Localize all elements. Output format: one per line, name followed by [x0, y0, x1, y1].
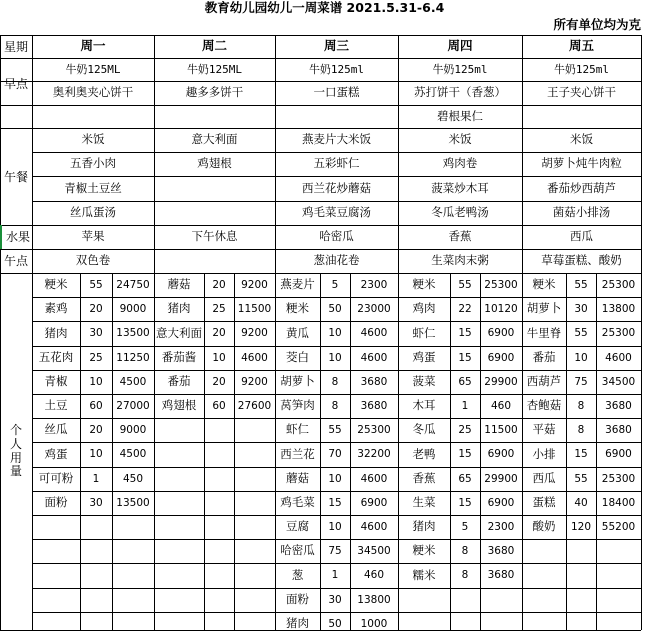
- usage-per-child: 30: [328, 593, 342, 606]
- usage-per-child: 65: [458, 472, 472, 485]
- fruit-mon: 苹果: [81, 229, 105, 244]
- usage-total: 4600: [360, 472, 388, 485]
- usage-total: 450: [122, 472, 144, 485]
- usage-ingredient: 葱: [291, 567, 304, 582]
- usage-per-child: 60: [212, 399, 226, 412]
- usage-ingredient: 鸡蛋: [412, 350, 436, 365]
- usage-ingredient: 莴笋肉: [280, 398, 315, 413]
- usage-total: 1000: [360, 617, 388, 630]
- usage-per-child: 60: [89, 399, 103, 412]
- usage-per-child: 20: [89, 423, 103, 436]
- lunch-item-wed: 燕麦片大米饭: [302, 132, 371, 147]
- row-label-fruit: 水果: [0, 225, 34, 249]
- usage-total: 3680: [487, 544, 515, 557]
- lunch-item-thu: 菠菜炒木耳: [431, 180, 489, 195]
- breakfast-item-fri: 牛奶125ml: [553, 63, 610, 76]
- usage-ingredient: 平菇: [532, 422, 556, 437]
- usage-per-child: 1: [92, 472, 100, 485]
- fruit-thu: 香蕉: [448, 229, 472, 244]
- lunch-item-mon: 米饭: [81, 132, 105, 147]
- lunch-item-mon: 青椒土豆丝: [64, 180, 122, 195]
- breakfast-item-fri: [522, 105, 641, 128]
- usage-total: 27600: [237, 399, 272, 412]
- usage-total: 4500: [119, 448, 147, 461]
- usage-per-child: 55: [574, 327, 588, 340]
- usage-ingredient: 茭白: [286, 350, 309, 365]
- snack-wed: 葱油花卷: [313, 253, 360, 268]
- day-header-mon: 周一: [80, 38, 106, 54]
- usage-ingredient: 糯米: [412, 567, 436, 582]
- usage-per-child: 55: [89, 278, 103, 291]
- snack-fri: 草莓蛋糕、酸奶: [541, 253, 622, 268]
- usage-total: 4600: [241, 351, 268, 364]
- usage-ingredient: 粳米: [532, 277, 556, 292]
- breakfast-item-wed: [275, 105, 398, 128]
- usage-ingredient: 蘑菇: [167, 277, 191, 292]
- usage-total: 3680: [605, 399, 632, 412]
- menu-title: 教育幼儿园幼儿一周菜谱 2021.5.31-6.4: [204, 0, 445, 15]
- fruit-fri: 西瓜: [570, 229, 593, 244]
- usage-total: 4600: [360, 351, 388, 364]
- usage-total: 25300: [357, 423, 391, 436]
- usage-ingredient: 胡萝卜: [526, 301, 562, 316]
- usage-total: 3680: [605, 423, 632, 436]
- usage-ingredient: 面粉: [44, 495, 68, 510]
- breakfast-item-mon: [32, 105, 154, 128]
- breakfast-item-fri: 王子夹心饼干: [547, 85, 616, 100]
- lunch-item-fri: 菌菇小排汤: [552, 205, 611, 220]
- usage-ingredient: 鸡肉: [412, 301, 436, 316]
- usage-ingredient: 可可粉: [38, 471, 74, 486]
- usage-total: 24750: [116, 278, 150, 291]
- usage-per-child: 25: [458, 423, 472, 436]
- breakfast-item-thu: 苏打饼干（香葱）: [414, 85, 506, 100]
- usage-ingredient: 老鸭: [412, 446, 436, 461]
- breakfast-item-wed: 一口蛋糕: [313, 85, 360, 100]
- usage-total: 6900: [487, 327, 515, 340]
- row-label-snack: 午点: [3, 254, 28, 268]
- usage-total: 25300: [601, 278, 636, 291]
- usage-ingredient: 番茄酱: [161, 350, 197, 365]
- usage-total: 9200: [241, 278, 268, 291]
- usage-ingredient: 生菜: [412, 495, 436, 510]
- usage-total: 34500: [357, 544, 391, 557]
- usage-total: 6900: [605, 448, 632, 461]
- usage-per-child: 20: [212, 278, 226, 291]
- usage-ingredient: 番茄: [167, 374, 191, 389]
- usage-per-child: 40: [574, 496, 588, 509]
- usage-total: 11500: [237, 302, 272, 315]
- usage-ingredient: 燕麦片: [280, 277, 315, 292]
- breakfast-item-tue: 趣多多饼干: [185, 85, 244, 100]
- usage-ingredient: 木耳: [412, 398, 436, 413]
- day-header-tue: 周二: [201, 38, 227, 54]
- usage-ingredient: 冬瓜: [412, 422, 436, 437]
- usage-per-child: 10: [328, 351, 342, 364]
- usage-per-child: 25: [212, 302, 226, 315]
- usage-total: 4600: [605, 351, 632, 364]
- usage-ingredient: 猪肉: [44, 325, 68, 340]
- usage-ingredient: 猪肉: [167, 301, 191, 316]
- usage-per-child: 120: [570, 520, 592, 533]
- usage-per-child: 5: [331, 278, 339, 291]
- usage-per-child: 10: [328, 327, 342, 340]
- usage-per-child: 8: [461, 569, 469, 582]
- usage-per-child: 55: [574, 278, 588, 291]
- usage-per-child: 5: [461, 520, 469, 533]
- fruit-wed: 哈密瓜: [319, 229, 354, 244]
- usage-total: 2300: [487, 520, 515, 533]
- usage-per-child: 65: [458, 375, 472, 388]
- usage-ingredient: 酸奶: [532, 519, 556, 534]
- usage-ingredient: 虾仁: [412, 325, 436, 340]
- usage-per-child: 20: [89, 302, 103, 315]
- usage-total: 34500: [601, 375, 636, 388]
- lunch-item-wed: 五彩虾仁: [313, 156, 360, 171]
- usage-total: 6900: [360, 496, 388, 509]
- usage-total: 13500: [116, 496, 150, 509]
- usage-per-child: 15: [574, 448, 588, 461]
- usage-per-child: 55: [574, 472, 588, 485]
- snack-mon: 双色卷: [75, 253, 111, 268]
- usage-per-child: 20: [212, 375, 226, 388]
- usage-ingredient: 猪肉: [412, 519, 436, 534]
- usage-ingredient: 哈密瓜: [280, 543, 315, 558]
- lunch-item-thu: 米饭: [448, 132, 472, 147]
- usage-total: 460: [490, 399, 512, 412]
- usage-label-char: 量: [9, 464, 22, 479]
- usage-ingredient: 菠菜: [412, 374, 436, 389]
- lunch-item-wed: 西兰花炒蘑菇: [302, 180, 371, 195]
- usage-per-child: 1: [331, 569, 339, 582]
- usage-per-child: 20: [212, 327, 226, 340]
- usage-label-char: 用: [9, 450, 22, 465]
- usage-per-child: 10: [212, 351, 226, 364]
- breakfast-item-mon: 牛奶125ML: [65, 63, 121, 76]
- usage-ingredient: 虾仁: [286, 422, 309, 437]
- usage-ingredient: 粳米: [412, 277, 436, 292]
- usage-total: 3680: [360, 375, 388, 388]
- usage-per-child: 30: [89, 496, 103, 509]
- usage-total: 9200: [241, 375, 268, 388]
- usage-ingredient: 小排: [532, 446, 556, 461]
- usage-total: 9000: [119, 423, 147, 436]
- usage-total: 10120: [484, 302, 518, 315]
- usage-per-child: 10: [89, 448, 103, 461]
- usage-ingredient: 粳米: [412, 543, 436, 558]
- usage-ingredient: 胡萝卜: [280, 374, 315, 389]
- usage-ingredient: 西兰花: [280, 446, 315, 461]
- usage-total: 13500: [116, 327, 150, 340]
- usage-per-child: 15: [458, 327, 472, 340]
- usage-total: 55200: [601, 520, 636, 533]
- usage-ingredient: 蘑菇: [286, 471, 309, 486]
- usage-total: 460: [363, 569, 385, 582]
- usage-ingredient: 番茄: [532, 350, 556, 365]
- usage-ingredient: 素鸡: [44, 301, 68, 316]
- usage-per-child: 10: [328, 520, 342, 533]
- usage-total: 6900: [487, 448, 515, 461]
- usage-per-child: 1: [461, 399, 469, 412]
- lunch-item-tue: 意大利面: [191, 132, 238, 147]
- usage-ingredient: 西葫芦: [526, 374, 562, 389]
- lunch-item-wed: 鸡毛菜豆腐汤: [302, 205, 371, 220]
- breakfast-item-tue: 牛奶125ML: [186, 63, 243, 76]
- usage-ingredient: 鸡毛菜: [280, 495, 315, 510]
- usage-per-child: 30: [89, 327, 103, 340]
- usage-per-child: 75: [328, 544, 342, 557]
- usage-total: 29900: [484, 472, 518, 485]
- usage-ingredient: 牛里脊: [526, 325, 562, 340]
- usage-ingredient: 五花肉: [38, 350, 74, 365]
- usage-per-child: 8: [331, 375, 339, 388]
- unit-note: 所有单位均为克: [553, 17, 641, 33]
- day-header-fri: 周五: [568, 38, 594, 54]
- breakfast-item-mon: 奥利奥夹心饼干: [52, 85, 134, 100]
- usage-per-child: 75: [574, 375, 588, 388]
- usage-ingredient: 鸡翅根: [161, 398, 197, 413]
- row-label-lunch: 午餐: [3, 169, 28, 184]
- breakfast-item-thu: 牛奶125ml: [432, 63, 488, 76]
- usage-per-child: 50: [328, 302, 342, 315]
- fruit-tue: 下午休息: [191, 229, 238, 244]
- usage-total: 11250: [116, 351, 150, 364]
- usage-ingredient: 黄瓜: [286, 325, 309, 340]
- row-label-usage: [0, 273, 32, 630]
- usage-per-child: 10: [328, 472, 342, 485]
- usage-ingredient: 鸡蛋: [44, 446, 68, 461]
- usage-ingredient: 意大利面: [156, 325, 202, 340]
- usage-total: 2300: [360, 278, 388, 291]
- usage-total: 25300: [484, 278, 518, 291]
- lunch-item-mon: 丝瓜蛋汤: [70, 205, 116, 220]
- usage-ingredient: 面粉: [286, 592, 309, 607]
- lunch-item-mon: 五香小肉: [70, 156, 116, 171]
- usage-ingredient: 粳米: [44, 277, 68, 292]
- usage-per-child: 25: [89, 351, 103, 364]
- usage-ingredient: 香蕉: [412, 471, 436, 486]
- usage-per-child: 10: [89, 375, 103, 388]
- usage-total: 13800: [601, 302, 636, 315]
- usage-ingredient: 杏鲍菇: [526, 398, 562, 413]
- usage-per-child: 8: [461, 544, 469, 557]
- usage-ingredient: 粳米: [286, 301, 309, 316]
- usage-per-child: 55: [328, 423, 342, 436]
- usage-total: 23000: [357, 302, 391, 315]
- snack-tue: [154, 249, 275, 273]
- usage-per-child: 55: [458, 278, 472, 291]
- usage-per-child: 15: [458, 496, 472, 509]
- usage-total: 27000: [116, 399, 150, 412]
- usage-total: 6900: [487, 351, 515, 364]
- usage-per-child: 22: [458, 302, 472, 315]
- usage-total: 25300: [601, 472, 636, 485]
- lunch-item-fri: 胡萝卜炖牛肉粒: [541, 156, 622, 171]
- usage-total: 4600: [360, 327, 388, 340]
- usage-per-child: 10: [574, 351, 588, 364]
- usage-total: 4600: [360, 520, 388, 533]
- row-label-breakfast: 早点: [3, 77, 28, 91]
- usage-total: 4500: [119, 375, 147, 388]
- usage-label-char: 个: [9, 422, 22, 437]
- lunch-item-thu: 鸡肉卷: [442, 156, 478, 171]
- usage-per-child: 8: [577, 399, 585, 412]
- usage-per-child: 8: [577, 423, 585, 436]
- row-label-week: 星期: [3, 39, 28, 54]
- usage-per-child: 30: [574, 302, 588, 315]
- usage-per-child: 15: [328, 496, 342, 509]
- usage-per-child: 15: [458, 448, 472, 461]
- usage-label-char: 人: [9, 436, 22, 451]
- usage-total: 3680: [360, 399, 388, 412]
- usage-ingredient: 蛋糕: [532, 495, 556, 510]
- usage-total: 32200: [357, 448, 391, 461]
- lunch-item-tue: [154, 176, 275, 201]
- usage-ingredient: 青椒: [44, 374, 68, 389]
- day-header-thu: 周四: [447, 38, 473, 54]
- lunch-item-tue: 鸡翅根: [197, 156, 232, 171]
- usage-ingredient: 西瓜: [532, 471, 556, 486]
- grid-line-v: [641, 35, 642, 630]
- usage-total: 25300: [601, 327, 636, 340]
- lunch-item-tue: [154, 201, 275, 225]
- usage-total: 6900: [487, 496, 515, 509]
- usage-ingredient: 猪肉: [286, 616, 309, 631]
- breakfast-item-thu: 碧根果仁: [437, 108, 483, 123]
- usage-ingredient: 土豆: [44, 398, 68, 413]
- usage-total: 29900: [484, 375, 518, 388]
- lunch-item-fri: 米饭: [570, 132, 593, 147]
- usage-per-child: 50: [328, 617, 342, 630]
- breakfast-item-tue: [154, 105, 275, 128]
- lunch-item-thu: 冬瓜老鸭汤: [431, 205, 489, 220]
- usage-per-child: 8: [331, 399, 339, 412]
- usage-per-child: 70: [328, 448, 342, 461]
- usage-total: 18400: [601, 496, 636, 509]
- usage-ingredient: 豆腐: [286, 519, 309, 534]
- usage-per-child: 15: [458, 351, 472, 364]
- usage-total: 9000: [119, 302, 147, 315]
- day-header-wed: 周三: [323, 38, 349, 54]
- breakfast-item-wed: 牛奶125ml: [308, 63, 365, 76]
- usage-total: 9200: [241, 327, 268, 340]
- usage-total: 13800: [357, 593, 391, 606]
- usage-ingredient: 丝瓜: [44, 422, 68, 437]
- snack-thu: 生菜肉末粥: [431, 253, 489, 268]
- usage-total: 3680: [487, 569, 515, 582]
- lunch-item-fri: 番茄炒西葫芦: [547, 180, 616, 195]
- usage-total: 11500: [484, 423, 518, 436]
